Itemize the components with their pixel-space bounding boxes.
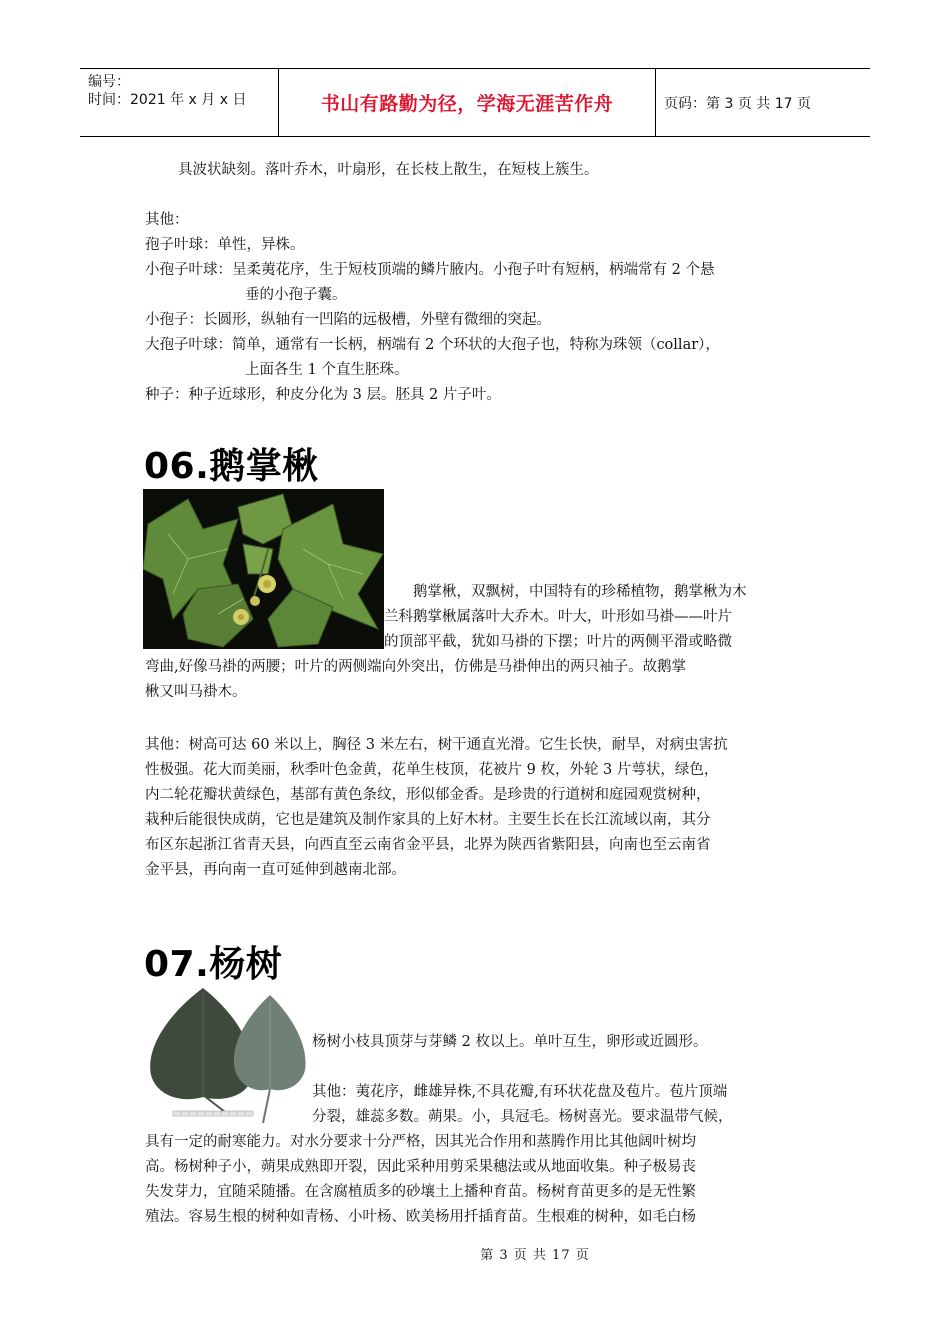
section-07-other-line: 高。杨树种子小，蒴果成熟即开裂，因此采种用剪采果穗法或从地面收集。种子极易丧 <box>145 1159 696 1175</box>
section-06-paragraph-line: 楸又叫马褂木。 <box>145 684 247 700</box>
other-line: 孢子叶球：单性，异株。 <box>145 237 305 253</box>
other-line: 种子：种子近球形，种皮分化为 3 层。胚具 2 片子叶。 <box>145 387 501 403</box>
number-label: 编号： <box>88 74 130 90</box>
other-title: 其他： <box>145 212 189 228</box>
section-07-paragraph: 杨树小枝具顶芽与芽鳞 2 枚以上。单叶互生，卵形或近圆形。 <box>312 1034 708 1050</box>
section-06-other-line: 布区东起浙江省青天县，向西直至云南省金平县，北界为陕西省紫阳县，向南也至云南省 <box>145 837 711 853</box>
section-06-other-line: 性极强。花大而美丽，秋季叶色金黄，花单生枝顶，花被片 9 枚，外轮 3 片萼状，绿色， <box>145 762 719 778</box>
poplar-leaf-image <box>143 985 311 1127</box>
intro-line: 具波状缺刻。落叶乔木，叶扇形，在长枝上散生，在短枝上簇生。 <box>178 162 599 178</box>
section-07-other-line: 殖法。容易生根的树种如青杨、小叶杨、欧美杨用扦插育苗。生根难的树种，如毛白杨 <box>145 1209 696 1225</box>
section-06-title: 06.鹅掌楸 <box>144 446 319 487</box>
section-07-other-line: 失发芽力，宜随采随播。在含腐植质多的砂壤土上播种育苗。杨树育苗更多的是无性繁 <box>145 1184 696 1200</box>
section-06-other-line: 栽种后能很快成荫，它也是建筑及制作家具的上好木材。主要生长在长江流域以南，其分 <box>145 812 711 828</box>
header-meta <box>80 69 279 136</box>
section-06-paragraph-line: 弯曲,好像马褂的两腰；叶片的两侧端向外突出，仿佛是马褂伸出的两只袖子。故鹅掌 <box>145 659 687 675</box>
other-line: 上面各生 1 个直生胚珠。 <box>245 362 409 378</box>
section-06-paragraph-line: 的顶部平截，犹如马褂的下摆；叶片的两侧平滑或略微 <box>384 634 732 650</box>
time-label: 时间：2021 年 x 月 x 日 <box>88 92 247 108</box>
page-header <box>80 68 870 137</box>
section-07-other-line: 分裂，雄蕊多数。蒴果。小，具冠毛。杨树喜光。要求温带气候， <box>312 1109 733 1125</box>
section-06-other-line: 内二轮花瓣状黄绿色，基部有黄色条纹，形似郁金香。是珍贵的行道树和庭园观赏树种， <box>145 787 711 803</box>
section-06-other-line: 金平县，再向南一直可延伸到越南北部。 <box>145 862 406 878</box>
other-line: 小孢子：长圆形，纵轴有一凹陷的远极槽，外壁有微细的突起。 <box>145 312 551 328</box>
other-line: 小孢子叶球：呈柔荑花序，生于短枝顶端的鳞片腋内。小孢子叶有短柄，柄端常有 2 个悬 <box>145 262 715 278</box>
section-06-other-line: 其他：树高可达 60 米以上，胸径 3 米左右，树干通直光滑。它生长快，耐旱，对病虫害抗 <box>145 737 728 753</box>
section-06-paragraph-line: 兰科鹅掌楸属落叶大乔木。叶大，叶形如马褂——叶片 <box>384 609 732 625</box>
section-07-other-line: 具有一定的耐寒能力。对水分要求十分严格，因其光合作用和蒸腾作用比其他阔叶树均 <box>145 1134 696 1150</box>
page-footer: 第 3 页 共 17 页 <box>480 1248 590 1263</box>
section-07-title: 07.杨树 <box>144 944 283 985</box>
tulip-tree-leaf-image <box>143 489 384 649</box>
header-motto: 书山有路勤为径，学海无涯苦作舟 <box>279 69 656 136</box>
other-line: 垂的小孢子囊。 <box>245 287 347 303</box>
header-page-info: 页码：第 3 页 共 17 页 <box>664 95 811 112</box>
section-06-paragraph-line: 鹅掌楸，双飘树，中国特有的珍稀植物，鹅掌楸为木 <box>413 584 747 600</box>
section-07-other-line: 其他：荑花序，雌雄异株,不具花瓣,有环状花盘及苞片。苞片顶端 <box>312 1084 728 1100</box>
other-line: 大孢子叶球：简单，通常有一长柄，柄端有 2 个环状的大孢子也，特称为珠领（collar）， <box>145 337 720 353</box>
